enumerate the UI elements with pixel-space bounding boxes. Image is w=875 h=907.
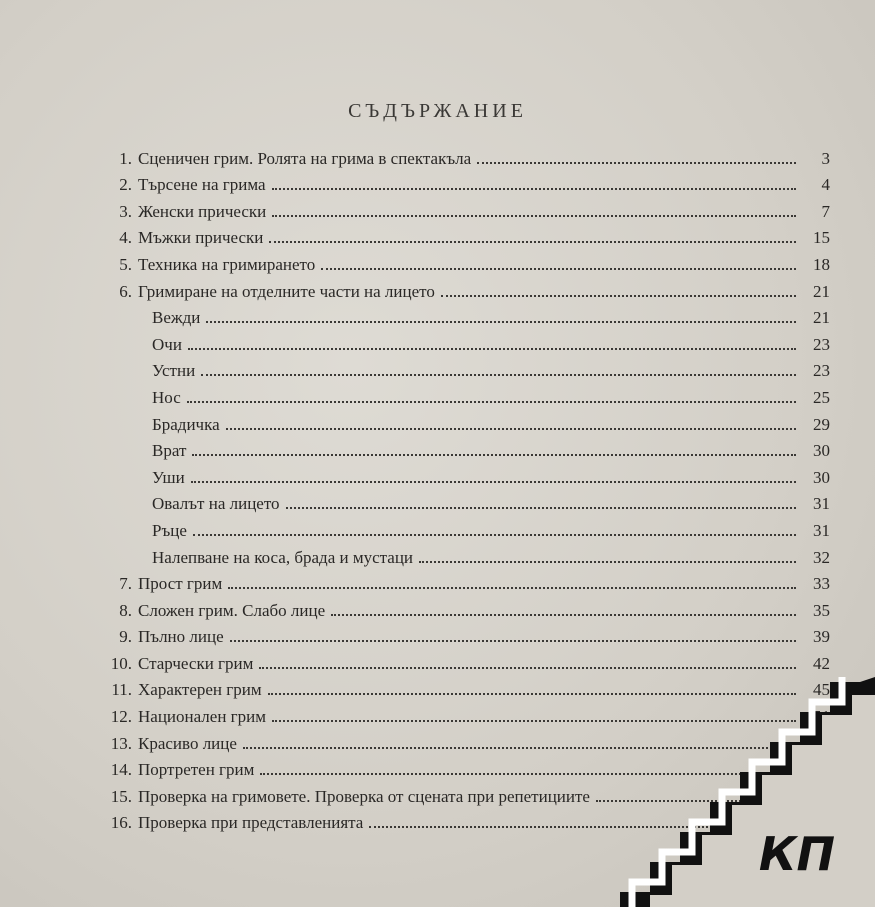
- toc-entry-number: 14.: [110, 760, 132, 780]
- toc-entry-title: Мъжки прически: [138, 228, 264, 248]
- toc-entry-number: 8.: [119, 600, 132, 620]
- toc-entry-title: Пълно лице: [138, 627, 224, 647]
- toc-entry-page: 39: [813, 627, 830, 647]
- dot-leader: [321, 266, 796, 270]
- toc-entry-title: Сценичен грим. Ролята на грима в спектакъла: [138, 148, 472, 168]
- toc-entry-title: Брадичка: [152, 414, 220, 434]
- logo-text: КП: [758, 827, 835, 881]
- toc-entry: [100, 541, 830, 568]
- dot-leader: [201, 372, 796, 376]
- toc-entry: [100, 621, 830, 648]
- toc-entry-number: 15.: [110, 786, 132, 806]
- dot-leader: [272, 186, 796, 190]
- toc-entry-title: Проверка на гримовете. Проверка от сцената при репетициите: [138, 786, 590, 806]
- dot-leader: [226, 426, 796, 430]
- toc-entry-title: Нос: [152, 387, 181, 407]
- toc-entry-title: Гримиране на отделните части на лицето: [138, 281, 435, 301]
- toc-entry: [100, 408, 830, 435]
- toc-entry: [100, 488, 830, 515]
- toc-entry-number: 11.: [111, 680, 132, 700]
- dot-leader: [188, 346, 796, 350]
- dot-leader: [206, 319, 796, 323]
- dot-leader: [193, 532, 796, 536]
- toc-entry-page: 33: [813, 574, 830, 594]
- toc-entry-number: 13.: [110, 733, 132, 753]
- toc-entry-title: Очи: [152, 334, 182, 354]
- toc-entry-page: 3: [821, 148, 830, 168]
- toc-entry: [100, 461, 830, 488]
- toc-entry-title: Прост грим: [138, 574, 223, 594]
- toc-entry: [100, 594, 830, 621]
- toc-entry-title: Старчески грим: [138, 653, 254, 673]
- toc-entry-page: 30: [813, 467, 830, 487]
- toc-entry-number: 10.: [110, 653, 132, 673]
- toc-entry-title: Вежди: [152, 308, 201, 328]
- toc-entry-number: 7.: [119, 574, 132, 594]
- dot-leader: [230, 638, 796, 642]
- toc-entry-title: Характерен грим: [138, 680, 262, 700]
- toc-entry-page: 25: [813, 387, 830, 407]
- toc-entry-title: Търсене на грима: [138, 175, 266, 195]
- toc-entry-number: 1.: [119, 148, 132, 168]
- toc-entry-page: 21: [813, 281, 830, 301]
- toc-entry-title: Женски прически: [138, 201, 267, 221]
- toc-entry-page: 29: [813, 414, 830, 434]
- toc-entry-page: 45: [813, 680, 830, 700]
- toc-entry-title: Портретен грим: [138, 760, 255, 780]
- dot-leader: [191, 479, 796, 483]
- toc-entry-title: Проверка при представленията: [138, 813, 364, 833]
- dot-leader: [331, 612, 796, 616]
- toc-entry-page: 32: [813, 547, 830, 567]
- toc-entry-number: 6.: [119, 281, 132, 301]
- dot-leader: [187, 399, 796, 403]
- toc-entry-title: Национален грим: [138, 707, 267, 727]
- toc-entry-number: 12.: [110, 707, 132, 727]
- toc-entry-number: 2.: [119, 175, 132, 195]
- toc-entry-page: 7: [821, 201, 830, 221]
- toc-entry: [100, 514, 830, 541]
- toc-entry-number: 5.: [119, 254, 132, 274]
- toc-entry-title: Сложен грим. Слабо лице: [138, 600, 326, 620]
- toc-entry-title: Налепване на коса, брада и мустаци: [152, 547, 414, 567]
- toc-entry-number: 4.: [119, 228, 132, 248]
- toc-entry-page: 31: [813, 520, 830, 540]
- toc-entry-page: 21: [813, 308, 830, 328]
- toc-entry-page: 18: [813, 254, 830, 274]
- page-title: СЪДЪРЖАНИЕ: [348, 100, 527, 122]
- dot-leader: [477, 160, 796, 164]
- toc-entry: [100, 568, 830, 595]
- toc-entry: [100, 142, 830, 169]
- toc-entry: [100, 222, 830, 249]
- toc-entry-title: Врат: [152, 441, 187, 461]
- toc-entry-title: Техника на гримирането: [138, 254, 316, 274]
- dot-leader: [441, 293, 796, 297]
- dot-leader: [192, 452, 796, 456]
- dot-leader: [272, 213, 796, 217]
- toc-entry: [100, 328, 830, 355]
- toc-entry-title: Устни: [152, 361, 196, 381]
- toc-entry-page: 23: [813, 334, 830, 354]
- toc-entry: [100, 248, 830, 275]
- toc-entry-page: 35: [813, 600, 830, 620]
- dot-leader: [286, 505, 796, 509]
- toc-entry-title: Красиво лице: [138, 733, 237, 753]
- toc-entry: [100, 169, 830, 196]
- toc-entry: [100, 435, 830, 462]
- toc-entry-page: 23: [813, 361, 830, 381]
- toc-entry: [100, 302, 830, 329]
- toc-entry-page: 30: [813, 441, 830, 461]
- toc-entry: [100, 275, 830, 302]
- toc-entry-title: Ръце: [152, 520, 187, 540]
- toc-entry: [100, 195, 830, 222]
- toc-entry-number: 9.: [119, 627, 132, 647]
- watermark-logo: [620, 677, 875, 907]
- toc-entry-page: 42: [813, 653, 830, 673]
- toc-entry-number: 16.: [110, 813, 132, 833]
- toc-entry-number: 3.: [119, 201, 132, 221]
- dot-leader: [269, 239, 796, 243]
- toc-entry: [100, 647, 830, 674]
- toc-entry: [100, 355, 830, 382]
- dot-leader: [419, 559, 796, 563]
- dot-leader: [259, 665, 796, 669]
- toc-entry-page: 15: [813, 228, 830, 248]
- toc-entry-title: Уши: [152, 467, 185, 487]
- toc-entry: [100, 381, 830, 408]
- dot-leader: [228, 585, 796, 589]
- toc-entry-page: 31: [813, 494, 830, 514]
- toc-entry-page: 4: [821, 175, 830, 195]
- toc-entry-title: Овалът на лицето: [152, 494, 280, 514]
